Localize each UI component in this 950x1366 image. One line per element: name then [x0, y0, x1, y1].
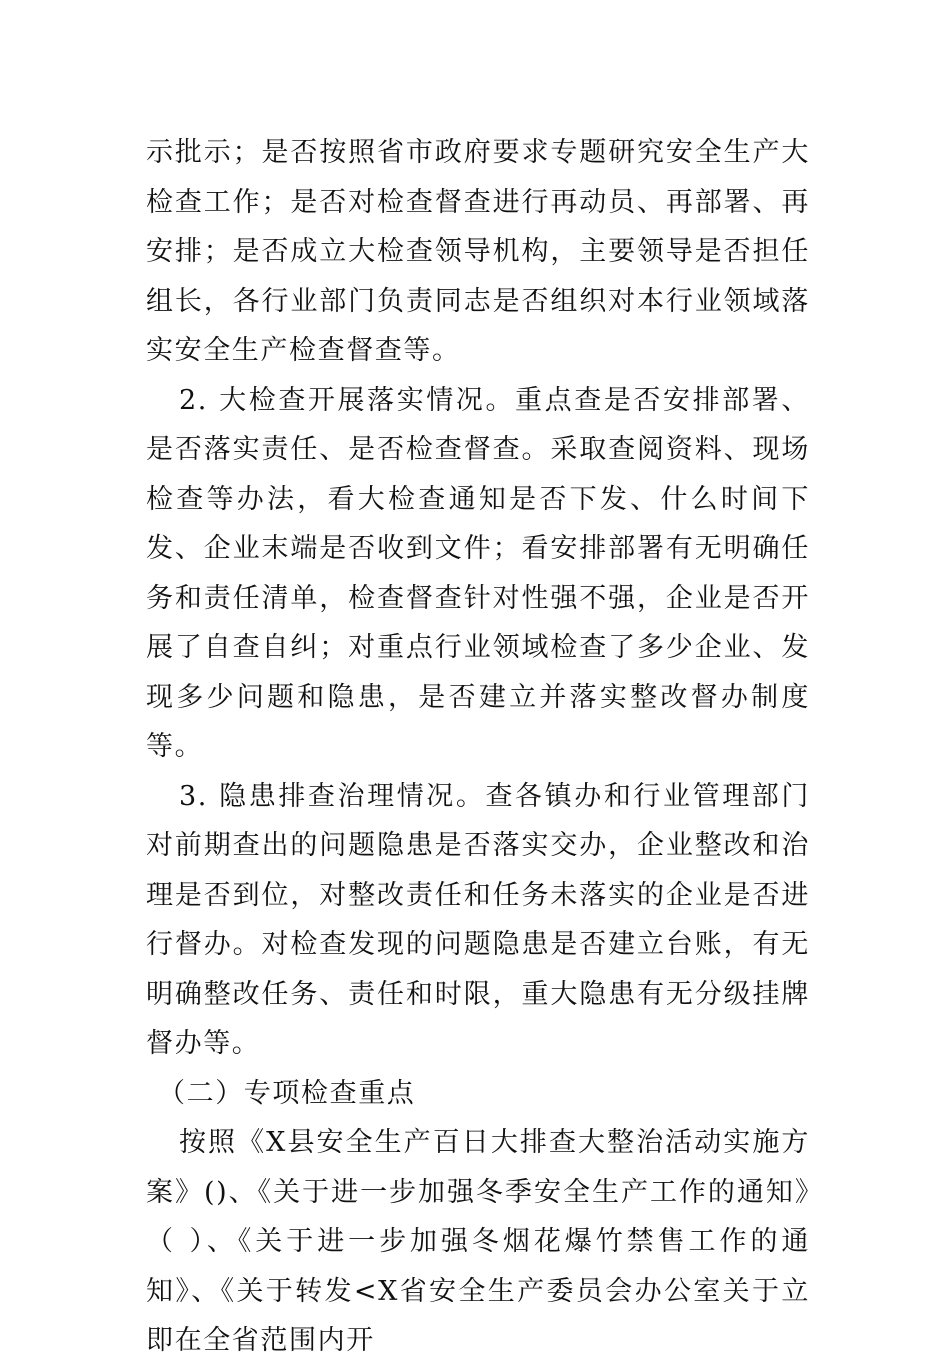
- paragraph-continuation: 示批示；是否按照省市政府要求专题研究安全生产大检查工作；是否对检查督查进行再动员、再部署、再安排；是否成立大检查领导机构，主要领导是否担任组长，各行业部门负责同志是否组织对本行业领域落实安全生产检查督查等。: [146, 137, 810, 366]
- paragraph-item-3: 3. 隐患排查治理情况。查各镇办和行业管理部门对前期查出的问题隐患是否落实交办，企业整改和治理是否到位，对整改责任和任务未落实的企业是否进行督办。对检查发现的问题隐患是否建立台账，有无明确整改任务、责任和时限，重大隐患有无分级挂牌督办等。: [146, 780, 810, 1059]
- document-body: [146, 128, 810, 1366]
- paragraph-basis: 按照《X县安全生产百日大排查大整治活动实施方案》()、《关于进一步加强冬季安全生产工作的通知》（ ）、《关于进一步加强冬烟花爆竹禁售工作的通知》、《关于转发<X省安全生产委员会办公室关于立即在全省范围内开: [146, 1127, 810, 1356]
- section-heading-special-inspection: （二）专项检查重点: [158, 1077, 416, 1109]
- paragraph-item-2: 2. 大检查开展落实情况。重点查是否安排部署、是否落实责任、是否检查督查。采取查阅资料、现场检查等办法，看大检查通知是否下发、什么时间下发、企业末端是否收到文件；看安排部署有无明确任务和责任清单，检查督查针对性强不强，企业是否开展了自查自纠；对重点行业领域检查了多少企业、发现多少问题和隐患，是否建立并落实整改督办制度等。: [146, 384, 810, 762]
